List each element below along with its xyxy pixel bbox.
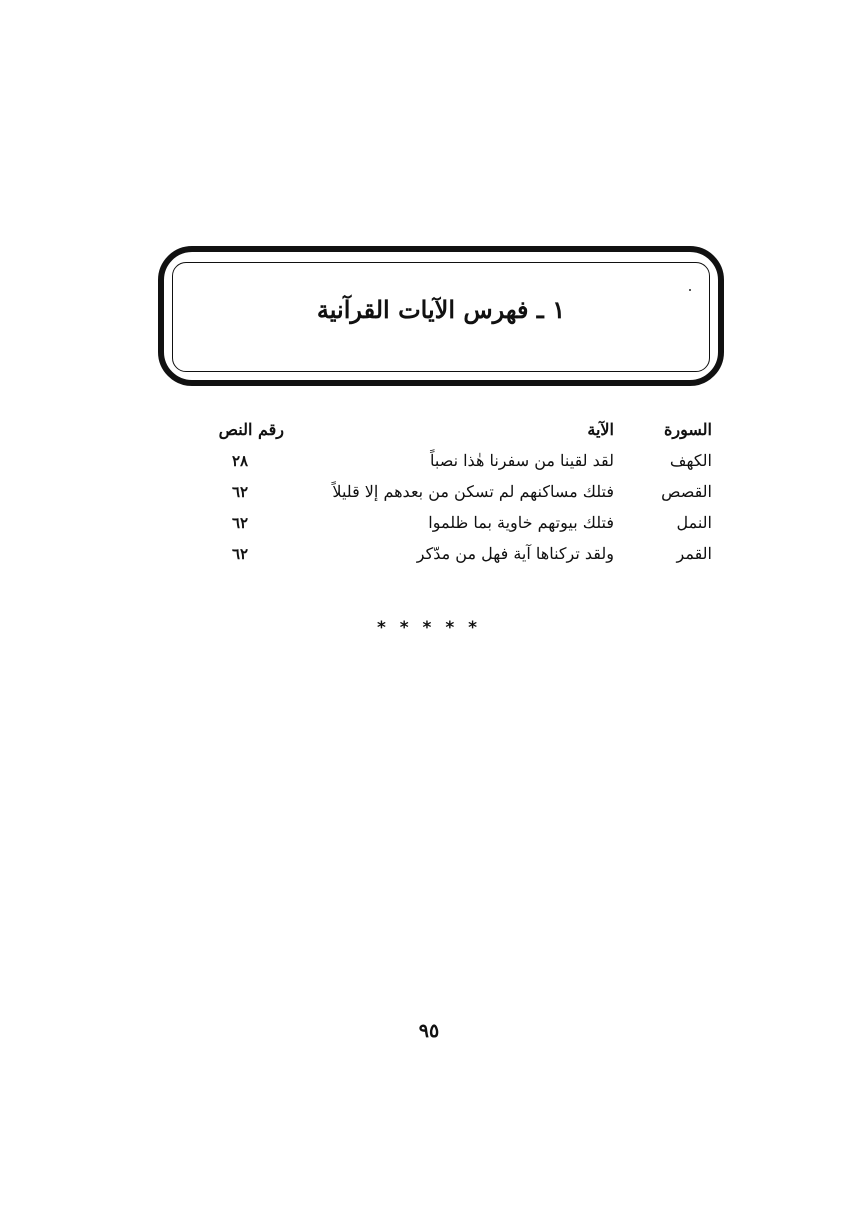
surah-cell: القمر (676, 544, 712, 563)
table-row (186, 476, 712, 507)
table-header-row (186, 414, 712, 445)
table-row (186, 507, 712, 538)
ayah-cell: لقد لقينا من سفرنا هٰذا نصباً (429, 451, 614, 470)
text-number-cell: ٦٢ (232, 482, 249, 501)
surah-cell: القصص (661, 482, 712, 501)
text-number-cell: ٦٢ (232, 513, 249, 532)
ayah-cell: فتلك بيوتهم خاوية بما ظلموا (428, 513, 614, 532)
table-row (186, 445, 712, 476)
column-header-number: رقم النص (218, 420, 284, 439)
text-number-cell: ٢٨ (232, 451, 249, 470)
text-number-cell: ٦٢ (232, 544, 249, 563)
surah-cell: النمل (676, 513, 712, 532)
index-title: ١ ـ فهرس الآيات القرآنية (316, 295, 566, 324)
table-row (186, 538, 712, 569)
surah-cell: الكهف (669, 451, 712, 470)
column-header-surah: السورة (664, 420, 712, 439)
quran-verses-table (186, 414, 712, 569)
section-separator: * * * * * (376, 618, 482, 638)
ayah-cell: فتلك مساكنهم لم تسكن من بعدهم إلا قليلاً (332, 482, 614, 501)
ayah-cell: ولقد تركناها آية فهل من مدّكر (416, 544, 614, 563)
column-header-ayah: الآية (587, 420, 614, 439)
page-number: ٩٥ (418, 1020, 440, 1042)
